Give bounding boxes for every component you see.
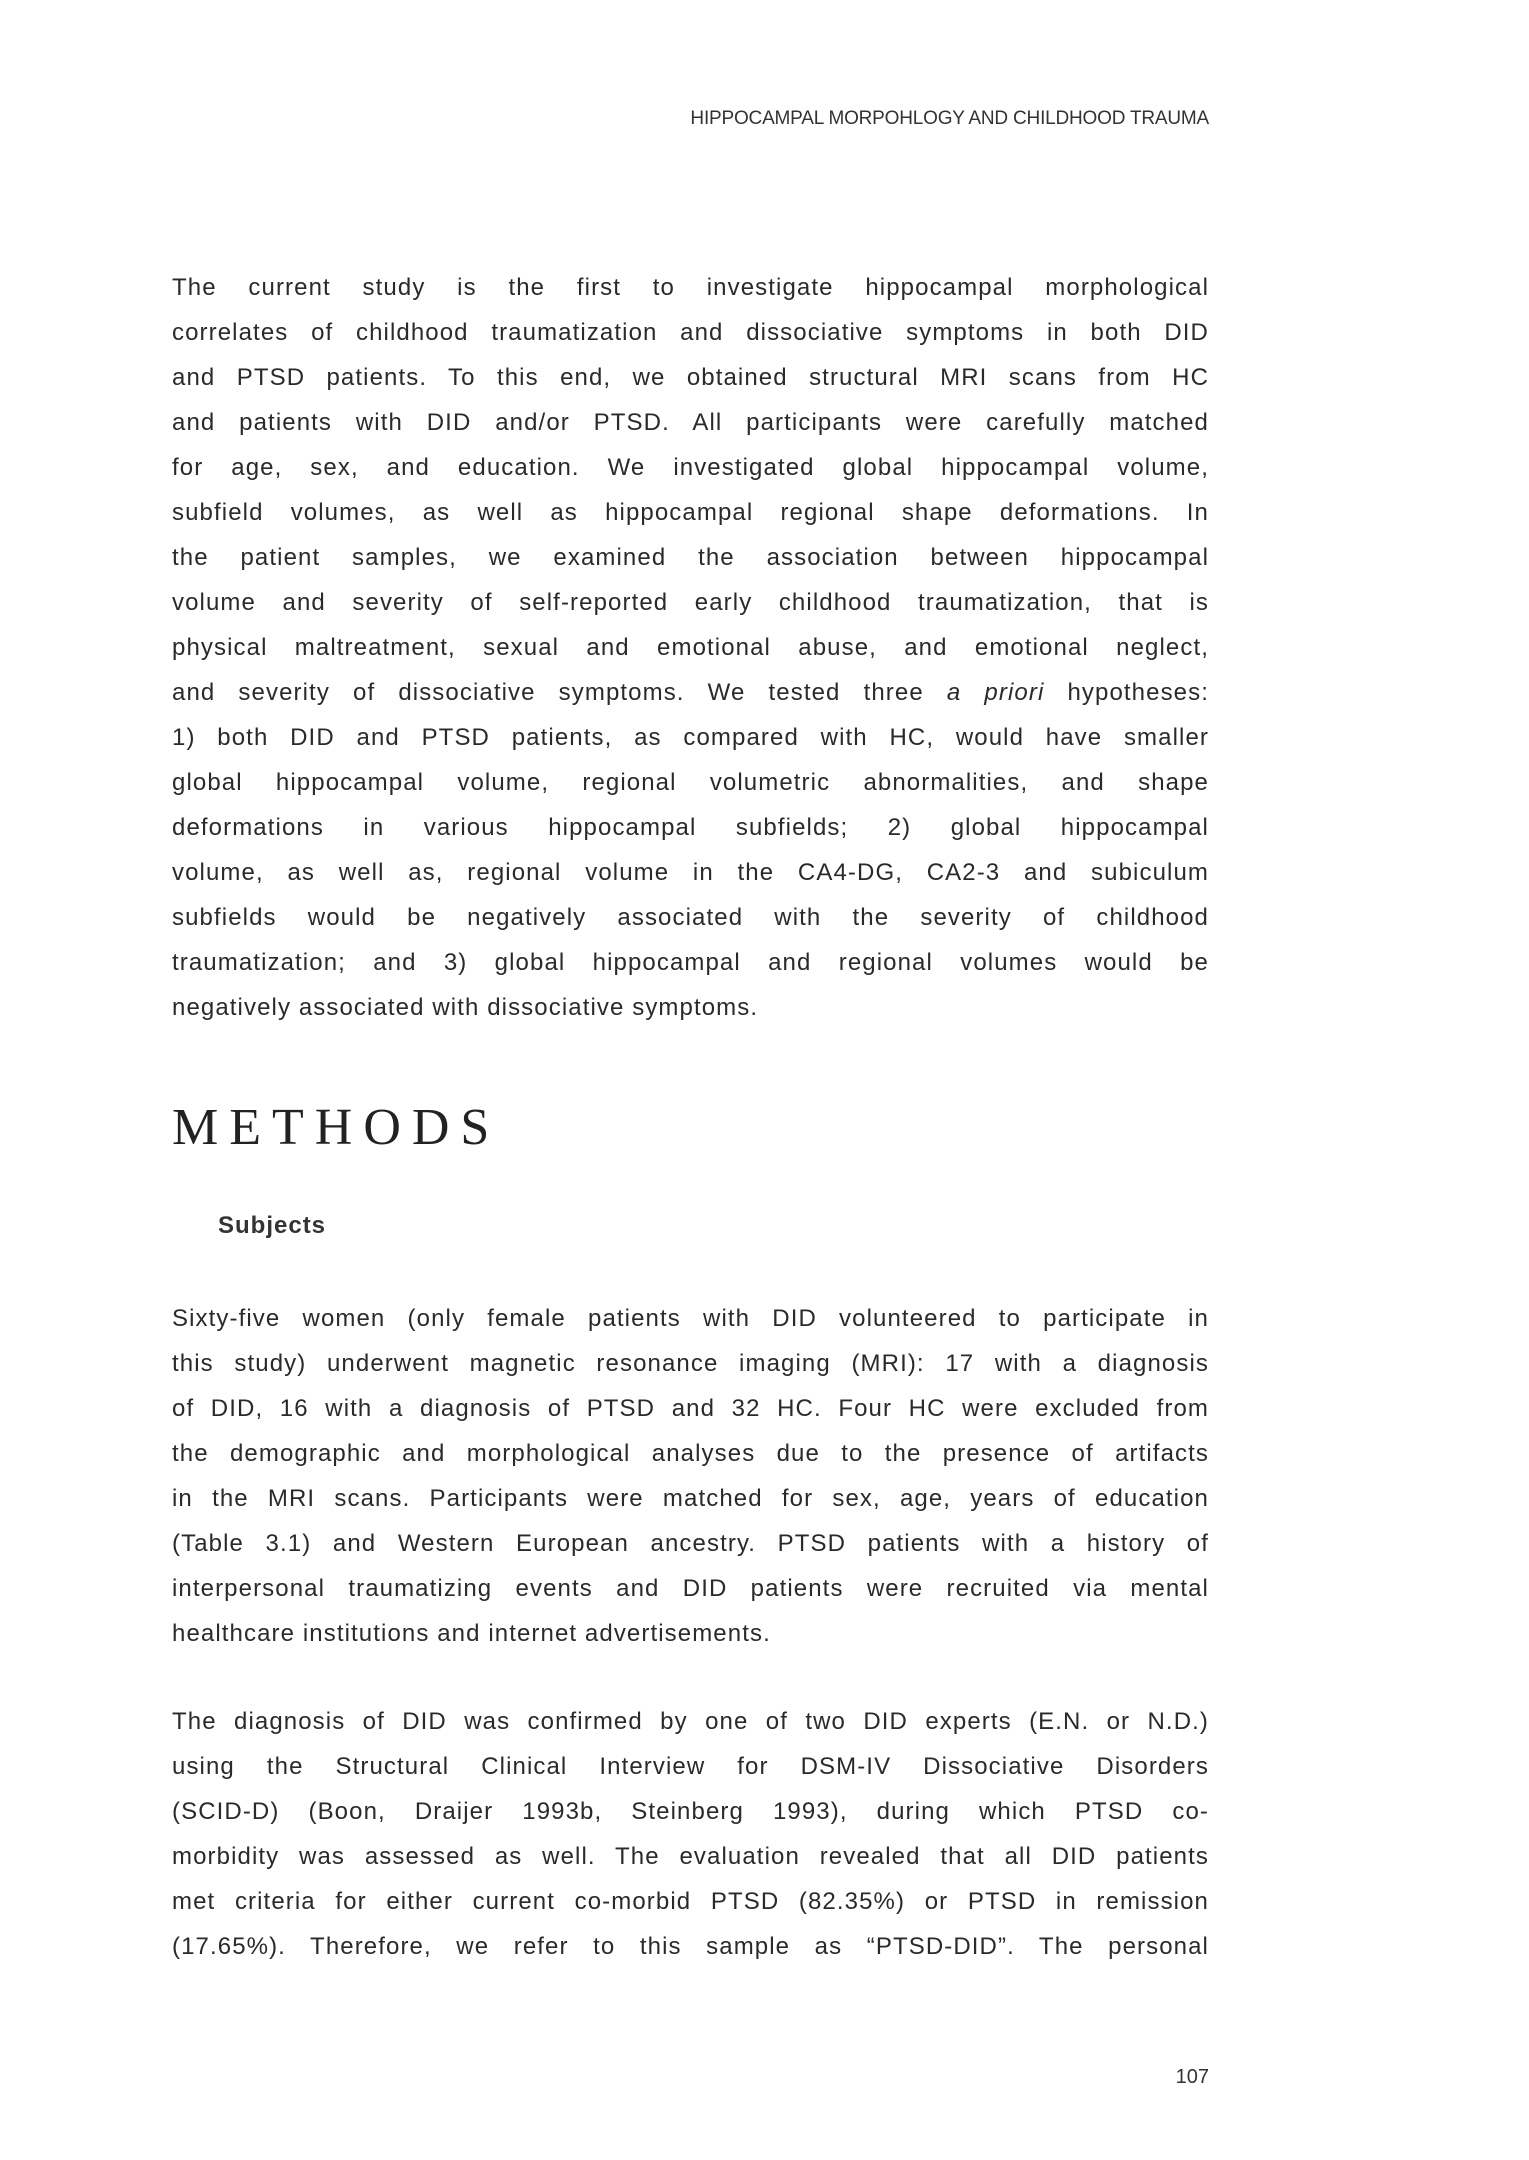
text-segment: and severity of dissociative symptoms. We tested three bbox=[172, 679, 947, 706]
text-line: (SCID-D) (Boon, Draijer 1993b, Steinberg 1993), during which PTSD co- bbox=[172, 1798, 1209, 1825]
text-line: healthcare institutions and internet advertisements. bbox=[172, 1620, 771, 1647]
section-heading-methods: METHODS bbox=[172, 1099, 501, 1156]
diagnosis-paragraph bbox=[172, 1699, 1209, 1969]
subjects-paragraph bbox=[172, 1296, 1209, 1656]
text-line: volume and severity of self-reported early childhood traumatization, that is bbox=[172, 589, 1209, 616]
intro-paragraph bbox=[172, 265, 1209, 1030]
text-line: deformations in various hippocampal subfields; 2) global hippocampal bbox=[172, 814, 1209, 841]
text-line: interpersonal traumatizing events and DID patients were recruited via mental bbox=[172, 1575, 1209, 1602]
text-line: the demographic and morphological analyses due to the presence of artifacts bbox=[172, 1440, 1209, 1467]
text-line: this study) underwent magnetic resonance imaging (MRI): 17 with a diagnosis bbox=[172, 1350, 1209, 1377]
text-line: negatively associated with dissociative symptoms. bbox=[172, 994, 759, 1021]
text-line: for age, sex, and education. We investigated global hippocampal volume, bbox=[172, 454, 1209, 481]
text-line: The current study is the first to investigate hippocampal morphological bbox=[172, 274, 1209, 301]
text-line: and PTSD patients. To this end, we obtained structural MRI scans from HC bbox=[172, 364, 1209, 391]
running-header: HIPPOCAMPAL MORPOHLOGY AND CHILDHOOD TRAUMA bbox=[690, 108, 1209, 129]
text-line: in the MRI scans. Participants were matched for sex, age, years of education bbox=[172, 1485, 1209, 1512]
text-line: correlates of childhood traumatization and dissociative symptoms in both DID bbox=[172, 319, 1209, 346]
subsection-heading-subjects: Subjects bbox=[218, 1212, 327, 1239]
text-line bbox=[172, 670, 1209, 715]
text-line: using the Structural Clinical Interview for DSM-IV Dissociative Disorders bbox=[172, 1753, 1209, 1780]
text-line: of DID, 16 with a diagnosis of PTSD and 32 HC. Four HC were excluded from bbox=[172, 1395, 1209, 1422]
text-line: (Table 3.1) and Western European ancestry. PTSD patients with a history of bbox=[172, 1530, 1209, 1557]
text-line: global hippocampal volume, regional volumetric abnormalities, and shape bbox=[172, 769, 1209, 796]
text-line: and patients with DID and/or PTSD. All participants were carefully matched bbox=[172, 409, 1209, 436]
text-line: subfields would be negatively associated with the severity of childhood bbox=[172, 904, 1209, 931]
page-number: 107 bbox=[1175, 2066, 1209, 2088]
italic-term: a priori bbox=[946, 679, 1045, 706]
text-line: physical maltreatment, sexual and emotional abuse, and emotional neglect, bbox=[172, 634, 1209, 661]
text-line: traumatization; and 3) global hippocampal and regional volumes would be bbox=[172, 949, 1209, 976]
text-line: subfield volumes, as well as hippocampal regional shape deformations. In bbox=[172, 499, 1209, 526]
text-line: morbidity was assessed as well. The evaluation revealed that all DID patients bbox=[172, 1843, 1209, 1870]
text-line: 1) both DID and PTSD patients, as compared with HC, would have smaller bbox=[172, 724, 1209, 751]
text-line: (17.65%). Therefore, we refer to this sample as “PTSD-DID”. The personal bbox=[172, 1933, 1209, 1960]
text-line: volume, as well as, regional volume in the CA4-DG, CA2-3 and subiculum bbox=[172, 859, 1209, 886]
text-line: met criteria for either current co-morbid PTSD (82.35%) or PTSD in remission bbox=[172, 1888, 1209, 1915]
text-line: the patient samples, we examined the association between hippocampal bbox=[172, 544, 1209, 571]
text-line: Sixty-five women (only female patients with DID volunteered to participate in bbox=[172, 1305, 1209, 1332]
text-line: The diagnosis of DID was confirmed by one of two DID experts (E.N. or N.D.) bbox=[172, 1708, 1209, 1735]
text-segment: hypotheses: bbox=[1044, 679, 1209, 706]
